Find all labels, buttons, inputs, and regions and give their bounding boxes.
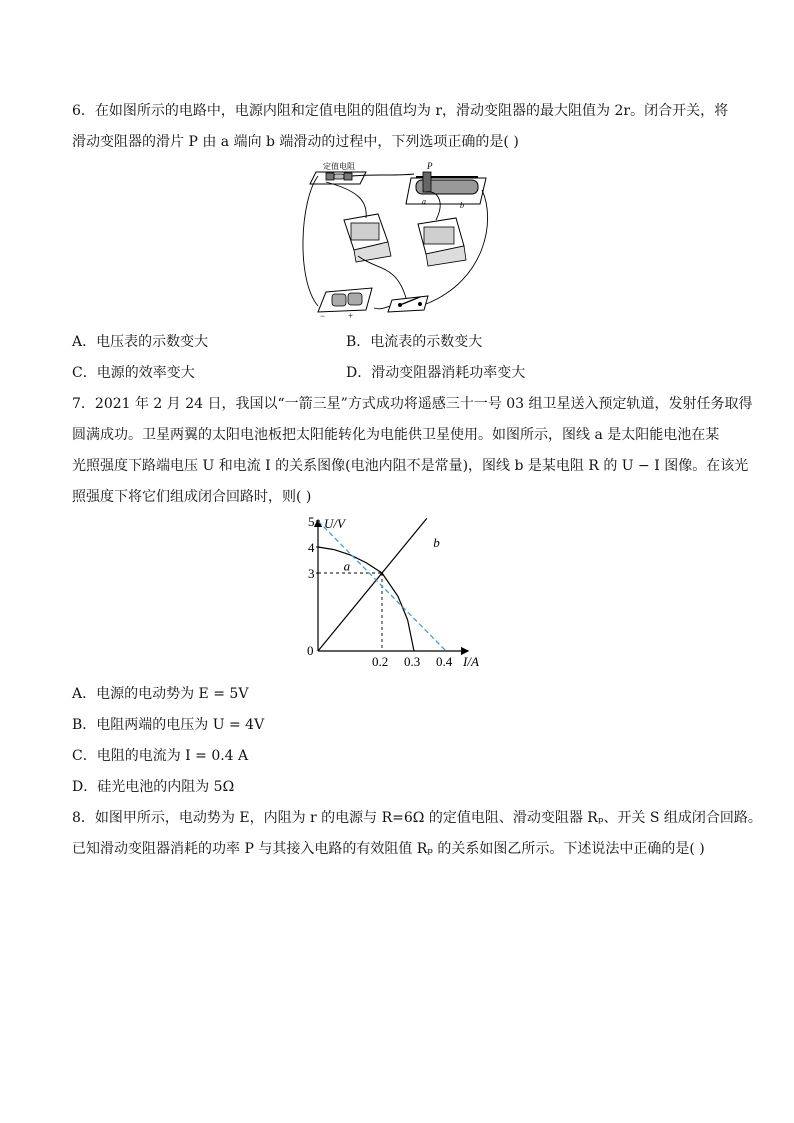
series-label-a: a (343, 558, 351, 574)
q7-text-line-2: 圆满成功。卫星两翼的太阳电池板把太阳能转化为电能供卫星使用。如图所示，图线 a 是太阳能电池在某 (72, 427, 720, 443)
plus-label: + (348, 311, 354, 320)
q7-option-a[interactable]: A．电源的电动势为 E = 5V (72, 686, 249, 702)
series-label-b: b (433, 535, 440, 550)
q7-text-line-1: 7．2021 年 2 月 24 日，我国以“一箭三星”方式成功将遥感三十一号 03 组卫星送入预定轨道，发射任务取得 (72, 396, 753, 412)
q7-option-d[interactable]: D．硅光电池的内阻为 5Ω (72, 779, 235, 795)
series-line-dashed (318, 521, 446, 651)
q6-option-c[interactable]: C．电源的效率变大 (72, 365, 195, 381)
q6-text-line-1: 6．在如图所示的电路中，电源内阻和定值电阻的阻值均为 r，滑动变阻器的最大阻值为 2r。闭合开关，将 (72, 103, 729, 119)
end-b-label: b (460, 201, 464, 210)
minus-label: − (320, 311, 326, 320)
voltmeter (344, 214, 391, 262)
q7-option-c[interactable]: C．电阻的电流为 I = 0.4 A (72, 748, 249, 764)
x-tick-label-0.4: 0.4 (436, 654, 453, 669)
ammeter (418, 218, 466, 266)
y-tick-label-5: 5 (308, 514, 315, 529)
y-axis-label: U/V (324, 516, 345, 531)
q6-option-b[interactable]: B．电流表的示数变大 (346, 334, 483, 350)
x-tick-label-0.2: 0.2 (372, 654, 389, 669)
ui-chart (300, 512, 500, 672)
fixed-resistor (310, 161, 366, 184)
y-tick-label-4: 4 (308, 540, 315, 555)
end-a-label: a (422, 197, 426, 206)
x-tick-label-0.3: 0.3 (404, 654, 421, 669)
q8-text-line-2: 已知滑动变阻器消耗的功率 P 与其接入电路的有效阻值 Rₚ 的关系如图乙所示。下述说法中正确的是( ) (72, 841, 705, 857)
q6-option-d[interactable]: D．滑动变阻器消耗功率变大 (346, 365, 526, 381)
q6-text-line-2: 滑动变阻器的滑片 P 由 a 端向 b 端滑动的过程中，下列选项正确的是( ) (72, 134, 519, 150)
resistor-label: 定值电阻 (323, 162, 355, 171)
q8-text-line-1: 8．如图甲所示，电动势为 E，内阻为 r 的电源与 R=6Ω 的定值电阻、滑动变阻器 Rₚ、开关 S 组成闭合回路。 (72, 810, 762, 826)
q6-option-a[interactable]: A．电压表的示数变大 (72, 334, 209, 350)
battery (318, 288, 372, 320)
circuit-figure (296, 160, 496, 320)
switch (388, 296, 428, 312)
q7-text-line-3: 光照强度下路端电压 U 和电流 I 的关系图像(电池内阻不是常量)，图线 b 是某电阻 R 的 U − I 图像。在该光 (72, 458, 749, 474)
origin-label: 0 (307, 643, 314, 658)
x-axis-label: I/A (463, 654, 479, 669)
series-line-a (318, 547, 414, 651)
rheostat (406, 161, 486, 210)
y-tick-label-3: 3 (308, 566, 315, 581)
q7-text-line-4: 照强度下将它们组成闭合回路时，则( ) (72, 489, 312, 505)
slider-label: P (427, 161, 433, 171)
q7-option-b[interactable]: B．电阻两端的电压为 U = 4V (72, 717, 265, 733)
